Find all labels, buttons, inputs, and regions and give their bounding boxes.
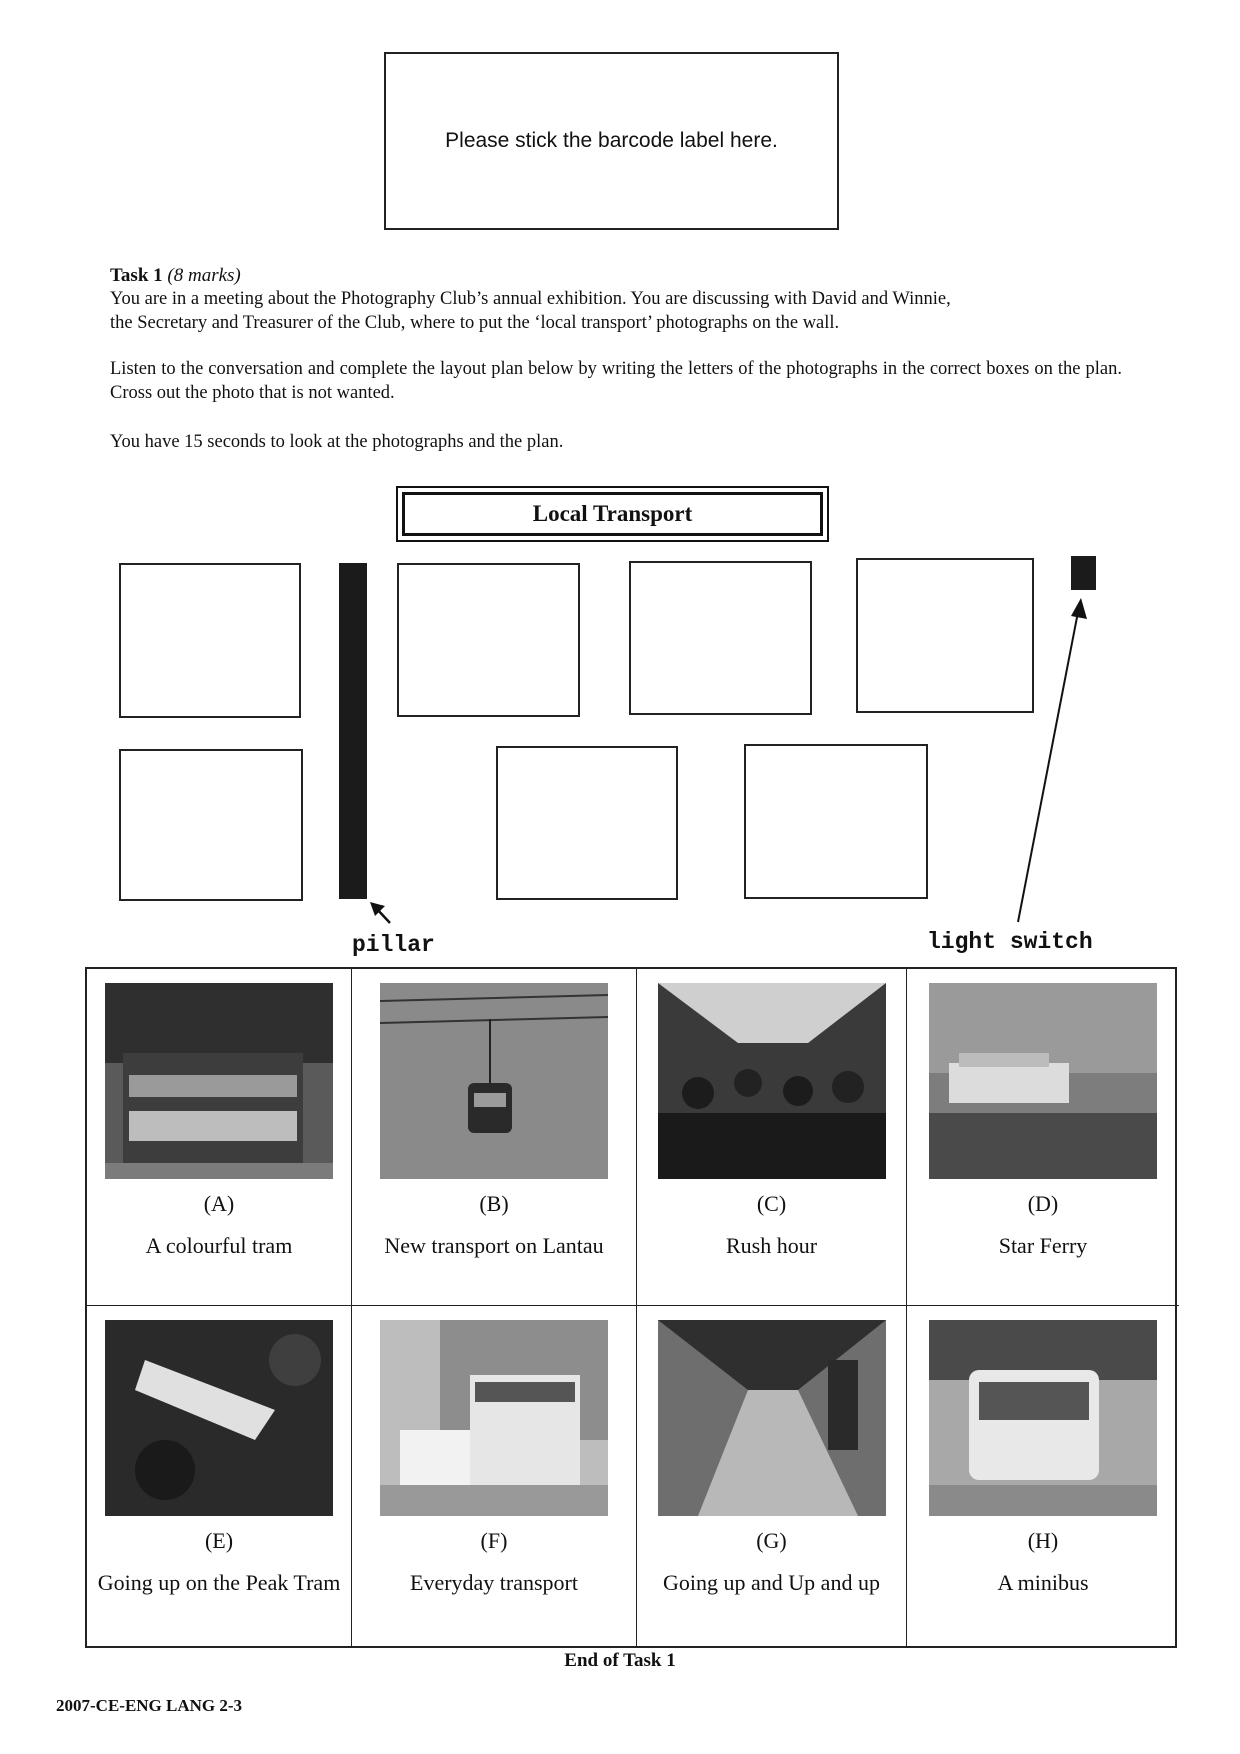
light-switch: [1071, 556, 1096, 590]
photo-cell-a: [87, 969, 352, 1306]
photo-letter: (G): [756, 1528, 787, 1553]
photo-cell-d: [907, 969, 1179, 1306]
peak-tram-photo-icon: [105, 1320, 333, 1516]
instruction-line: You are in a meeting about the Photography Club’s annual exhibition. You are discussing with David and Winnie,: [110, 289, 951, 309]
answer-box-bottom-1[interactable]: [119, 749, 303, 901]
pillar-arrow-head-icon: [370, 902, 385, 916]
end-of-task: End of Task 1: [564, 1650, 676, 1671]
task-heading: [110, 265, 241, 287]
photo-cell-b: [352, 969, 637, 1306]
minibus-photo-icon: [929, 1320, 1157, 1516]
answer-box-top-3[interactable]: [629, 561, 812, 715]
instruction-paragraph-3: You have 15 seconds to look at the photographs and the plan.: [110, 432, 564, 452]
photo-letter: (A): [203, 1191, 235, 1216]
answer-box-bottom-2[interactable]: [496, 746, 678, 900]
pillar-label: pillar: [352, 932, 435, 958]
crowd-photo-icon: [658, 983, 886, 1179]
task-title: Task 1: [110, 265, 163, 286]
light-switch-label: light switch: [927, 929, 1093, 955]
photo-caption: Rush hour: [725, 1233, 818, 1258]
ferry-photo-icon: [929, 983, 1157, 1179]
cable-car-photo-icon: [380, 983, 608, 1179]
photo-caption: Star Ferry: [998, 1233, 1088, 1258]
task-marks: (8 marks): [167, 265, 241, 286]
photo-cell-g: [637, 1306, 907, 1646]
answer-box-top-1[interactable]: [119, 563, 301, 718]
photo-caption: Going up and Up and up: [663, 1570, 880, 1595]
answer-box-bottom-3[interactable]: [744, 744, 928, 899]
photo-letter: (F): [480, 1528, 508, 1553]
photo-cell-e: [87, 1306, 352, 1646]
switch-arrow-head-icon: [1071, 598, 1087, 619]
answer-box-top-4[interactable]: [856, 558, 1034, 713]
instruction-paragraph-1: [110, 287, 1122, 335]
photo-letter: (C): [756, 1191, 787, 1216]
escalator-photo-icon: [658, 1320, 886, 1516]
photo-caption: Everyday transport: [410, 1570, 578, 1595]
bus-photo-icon: [380, 1320, 608, 1516]
photo-letter: (H): [1027, 1528, 1059, 1553]
barcode-instruction: Please stick the barcode label here.: [445, 129, 778, 152]
answer-box-top-2[interactable]: [397, 563, 580, 717]
photo-cell-f: [352, 1306, 637, 1646]
photo-letter: (D): [1027, 1191, 1059, 1216]
photo-caption: A minibus: [997, 1570, 1089, 1595]
pillar: [339, 563, 367, 899]
photo-caption: A colourful tram: [145, 1233, 293, 1258]
paper-code: 2007-CE-ENG LANG 2-3: [56, 1696, 243, 1715]
instruction-paragraph-2: Listen to the conversation and complete the layout plan below by writing the letters of the photographs in the correct boxes on the plan. Cross out the photo that is not wanted.: [110, 359, 1122, 403]
photo-letter: (E): [204, 1528, 234, 1553]
barcode-label-box: [384, 52, 839, 230]
tram-photo-icon: [105, 983, 333, 1179]
plan-title-frame: [396, 486, 829, 542]
photo-caption: New transport on Lantau: [384, 1233, 604, 1258]
photo-letter: (B): [479, 1191, 509, 1216]
photo-grid: [85, 967, 1177, 1648]
plan-title: Local Transport: [402, 492, 823, 536]
photo-cell-c: [637, 969, 907, 1306]
instruction-line: the Secretary and Treasurer of the Club, where to put the ‘local transport’ photographs on the wall.: [110, 313, 840, 333]
photo-caption: Going up on the Peak Tram: [97, 1570, 341, 1595]
photo-cell-h: [907, 1306, 1179, 1646]
